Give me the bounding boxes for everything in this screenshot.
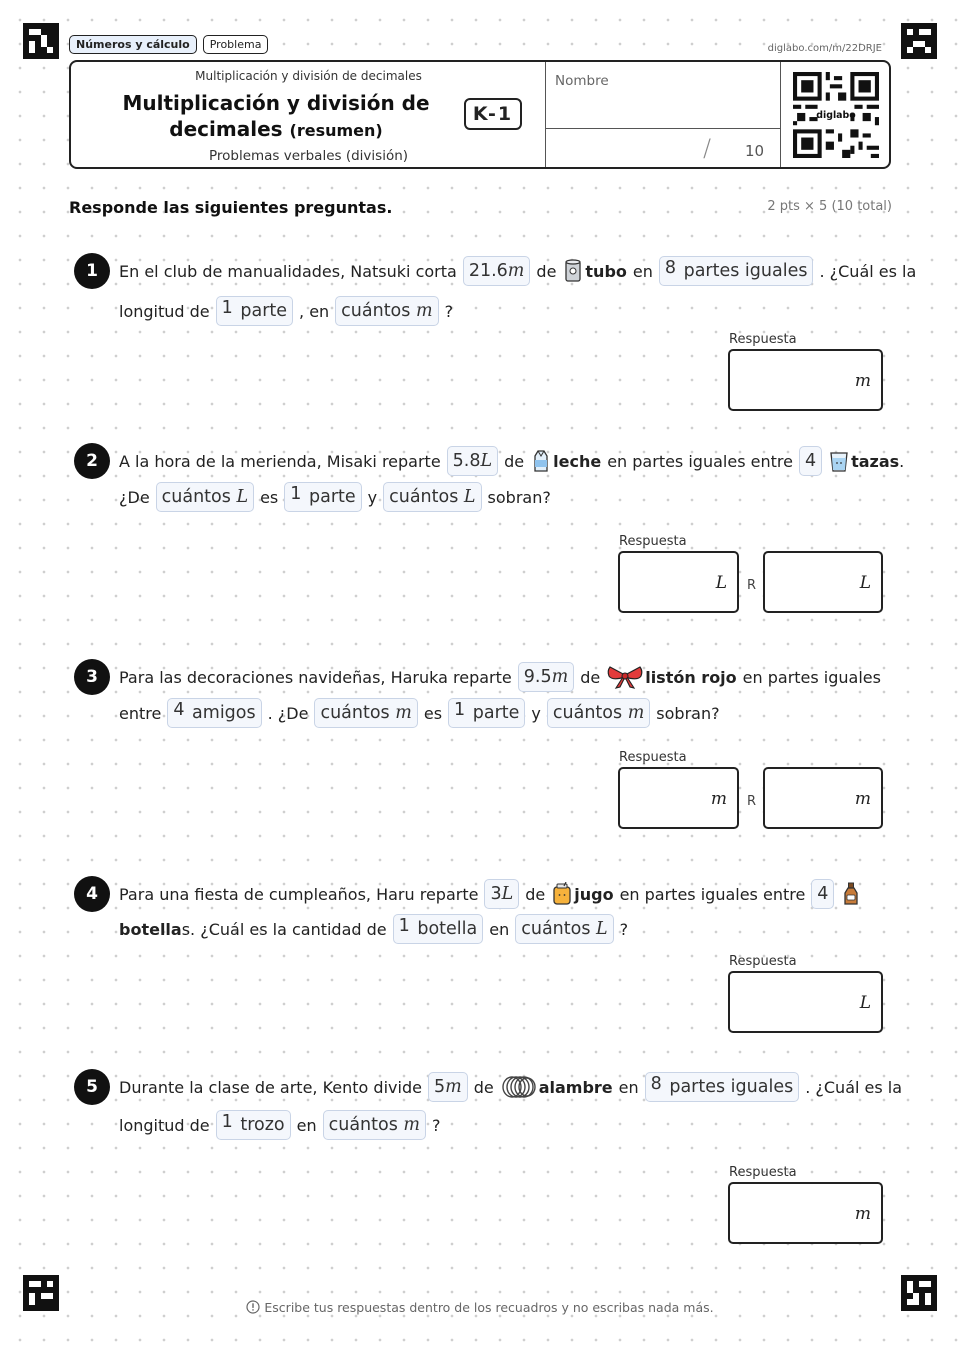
tag-problem: Problema bbox=[203, 35, 269, 54]
header-subtitle: Multiplicación y división de decimales bbox=[195, 69, 422, 83]
divider bbox=[545, 62, 546, 167]
question-text: en bbox=[632, 261, 653, 281]
header-topic: Problemas verbales (división) bbox=[208, 148, 409, 164]
question-text: ? bbox=[619, 919, 629, 939]
points-info: 2 pts × 5 (10 total) bbox=[767, 199, 892, 214]
answer-box[interactable] bbox=[728, 971, 883, 1033]
answer-box-quotient[interactable] bbox=[618, 551, 739, 613]
answer-box-remainder[interactable] bbox=[763, 551, 883, 613]
question-text: sobran? bbox=[487, 487, 551, 507]
remainder-label: R bbox=[747, 794, 757, 809]
value-chip: 9.5m bbox=[518, 662, 574, 692]
question-text: En el club de manualidades, Natsuki corta bbox=[119, 261, 457, 281]
question-number: 3 bbox=[74, 659, 110, 695]
answer-unit: m bbox=[854, 1204, 871, 1224]
question-text: de bbox=[504, 451, 525, 471]
question-2-line-1 bbox=[119, 446, 904, 476]
question-number: 2 bbox=[74, 443, 110, 479]
question-text: longitud de bbox=[119, 1115, 210, 1135]
footer-text: Escribe tus respuestas dentro de los recuadros y no escribas nada más. bbox=[264, 1300, 714, 1315]
question-text: de bbox=[525, 884, 546, 904]
question-text: . ¿De bbox=[267, 703, 309, 723]
question-text: Para las decoraciones navideñas, Haruka reparte bbox=[119, 667, 512, 687]
value-chip: 4 bbox=[799, 446, 822, 476]
answer-unit: m bbox=[710, 789, 727, 809]
value-chip: cuántos L bbox=[156, 482, 254, 512]
worksheet-code: K-1 bbox=[464, 98, 522, 130]
ribbon-icon bbox=[606, 665, 644, 689]
question-2-line-2 bbox=[119, 482, 551, 512]
question-keyword: botella bbox=[119, 919, 182, 939]
question-text: y bbox=[367, 487, 378, 507]
value-chip: 8 partes iguales bbox=[645, 1072, 800, 1102]
question-number: 1 bbox=[74, 253, 110, 289]
question-text: es bbox=[260, 487, 279, 507]
value-chip: cuántos m bbox=[335, 296, 438, 326]
value-chip: 1 parte bbox=[284, 482, 361, 512]
value-chip: 1 trozo bbox=[216, 1110, 291, 1140]
warning-icon bbox=[246, 1300, 260, 1314]
answer-box-remainder[interactable] bbox=[763, 767, 883, 829]
title-line-1: Multiplicación y división de bbox=[122, 91, 430, 115]
question-text: en partes iguales bbox=[742, 667, 881, 687]
question-text: longitud de bbox=[119, 301, 210, 321]
question-text: de bbox=[580, 667, 601, 687]
divider bbox=[780, 62, 781, 167]
worksheet-url: diglabo.com/m/22DRJE bbox=[767, 43, 882, 54]
question-text: s. ¿Cuál es la cantidad de bbox=[181, 919, 387, 939]
question-text: de bbox=[473, 1077, 494, 1097]
divider bbox=[545, 128, 781, 129]
question-text: en bbox=[296, 1115, 317, 1135]
answer-label: Respuesta bbox=[729, 332, 797, 347]
question-keyword: listón rojo bbox=[645, 667, 737, 687]
question-text: Para una fiesta de cumpleaños, Haru reparte bbox=[119, 884, 479, 904]
question-number: 5 bbox=[74, 1069, 110, 1105]
value-chip: cuántos m bbox=[323, 1110, 426, 1140]
milk-icon bbox=[530, 449, 552, 473]
value-chip: 5.8L bbox=[447, 446, 498, 476]
answer-unit: L bbox=[859, 573, 871, 593]
corner-marker-top-right bbox=[901, 23, 937, 59]
question-text: sobran? bbox=[656, 703, 720, 723]
question-text: en bbox=[489, 919, 510, 939]
question-keyword: alambre bbox=[538, 1077, 613, 1097]
answer-box[interactable] bbox=[728, 349, 883, 411]
bottle-icon bbox=[840, 882, 862, 906]
value-chip: cuántos m bbox=[314, 698, 417, 728]
name-field-label: Nombre bbox=[555, 73, 609, 89]
question-keyword: tazas bbox=[851, 451, 900, 471]
question-3-line-2 bbox=[119, 698, 720, 728]
question-1-line-1 bbox=[119, 256, 916, 286]
question-text: en partes iguales entre bbox=[619, 884, 806, 904]
cup-icon bbox=[828, 449, 850, 473]
question-text: A la hora de la merienda, Misaki reparte bbox=[119, 451, 441, 471]
question-text: en bbox=[618, 1077, 639, 1097]
answer-unit: m bbox=[854, 371, 871, 391]
value-chip: cuántos m bbox=[547, 698, 650, 728]
question-keyword: jugo bbox=[574, 884, 614, 904]
value-chip: cuántos L bbox=[383, 482, 481, 512]
question-4-line-2 bbox=[119, 914, 628, 944]
tag-numbers: Números y cálculo bbox=[69, 35, 197, 54]
question-text: de bbox=[536, 261, 557, 281]
juice-icon bbox=[551, 882, 573, 906]
question-keyword: leche bbox=[553, 451, 602, 471]
question-4-line-1 bbox=[119, 879, 863, 909]
title-suffix: (resumen) bbox=[289, 121, 383, 140]
question-number: 4 bbox=[74, 876, 110, 912]
question-text: ? bbox=[444, 301, 454, 321]
question-text: . ¿Cuál es la bbox=[819, 261, 917, 281]
question-text: en partes iguales entre bbox=[607, 451, 793, 471]
answer-box-quotient[interactable] bbox=[618, 767, 739, 829]
question-text: . bbox=[899, 451, 905, 471]
question-5-line-2 bbox=[119, 1110, 441, 1140]
question-text: ¿De bbox=[119, 487, 150, 507]
tube-icon bbox=[562, 259, 584, 283]
question-3-line-1 bbox=[119, 662, 881, 692]
value-chip: 5m bbox=[428, 1072, 468, 1102]
qr-code-icon bbox=[793, 72, 879, 158]
page-title bbox=[111, 90, 441, 144]
title-line-2: decimales bbox=[169, 117, 283, 141]
instructions: Responde las siguientes preguntas. bbox=[69, 198, 393, 217]
question-keyword: tubo bbox=[585, 261, 627, 281]
question-text: Durante la clase de arte, Kento divide bbox=[119, 1077, 422, 1097]
question-text: , en bbox=[299, 301, 330, 321]
worksheet-header bbox=[69, 60, 891, 169]
question-text: es bbox=[423, 703, 443, 723]
question-1-line-2 bbox=[119, 296, 453, 326]
answer-box[interactable] bbox=[728, 1182, 883, 1244]
question-5-line-1 bbox=[119, 1072, 902, 1102]
wire-icon bbox=[500, 1075, 538, 1099]
question-text: ? bbox=[432, 1115, 441, 1135]
qr-label: diglabo bbox=[816, 109, 856, 121]
answer-label: Respuesta bbox=[619, 534, 687, 549]
value-chip: 1 parte bbox=[448, 698, 525, 728]
value-chip: 4 bbox=[811, 879, 834, 909]
answer-unit: L bbox=[715, 573, 727, 593]
category-tags bbox=[69, 35, 268, 54]
value-chip: 1 parte bbox=[216, 296, 293, 326]
value-chip: 4 amigos bbox=[167, 698, 261, 728]
value-chip: 21.6m bbox=[463, 256, 531, 286]
remainder-label: R bbox=[747, 578, 757, 593]
answer-label: Respuesta bbox=[619, 750, 687, 765]
question-text: . ¿Cuál es la bbox=[805, 1077, 903, 1097]
answer-unit: L bbox=[859, 993, 871, 1013]
answer-unit: m bbox=[854, 789, 871, 809]
value-chip: 1 botella bbox=[393, 914, 484, 944]
value-chip: 3L bbox=[484, 879, 519, 909]
score-total: 10 bbox=[745, 142, 765, 160]
question-text: entre bbox=[119, 703, 162, 723]
question-text: y bbox=[531, 703, 541, 723]
footer-note bbox=[0, 1300, 960, 1315]
corner-marker-top-left bbox=[23, 23, 59, 59]
value-chip: 8 partes iguales bbox=[659, 256, 814, 286]
value-chip: cuántos L bbox=[515, 914, 613, 944]
score-slash: / bbox=[703, 134, 712, 162]
answer-label: Respuesta bbox=[729, 954, 797, 969]
answer-label: Respuesta bbox=[729, 1165, 797, 1180]
